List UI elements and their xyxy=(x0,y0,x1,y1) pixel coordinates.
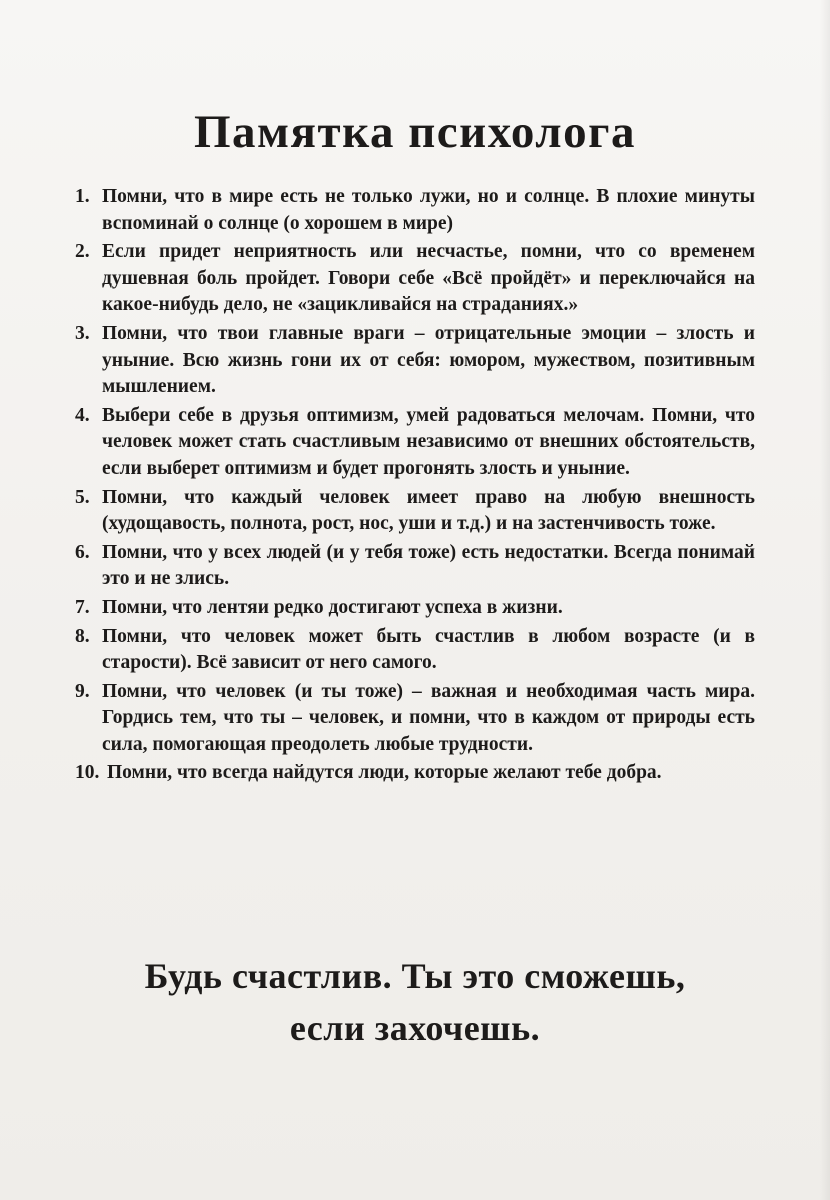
item-number: 10. xyxy=(75,762,100,784)
item-text: Если придет неприятность или несчастье, помни, что со временем душевная боль пройдет. Говори себе «Всё пройдёт» и переключайся на какое-нибудь дело, не «зацикливайся на страданиях.» xyxy=(102,241,755,316)
list-item xyxy=(75,679,755,759)
closing-message xyxy=(0,950,830,1054)
item-number: 1. xyxy=(75,186,90,207)
closing-line-1: Будь счастлив. Ты это сможешь, xyxy=(144,956,686,996)
list-item xyxy=(75,624,755,677)
item-text: Помни, что человек может быть счастлив в любом возрасте (и в старости). Всё зависит от него самого. xyxy=(102,625,755,674)
list-item xyxy=(75,239,755,319)
item-number: 8. xyxy=(75,625,90,647)
advice-list xyxy=(75,184,755,789)
list-item xyxy=(75,321,755,401)
item-text: Помни, что твои главные враги – отрицательные эмоции – злость и уныние. Всю жизнь гони их от себя: юмором, мужеством, позитивным мышлением. xyxy=(102,322,755,398)
item-text: Помни, что лентяи редко достигают успеха в жизни. xyxy=(102,596,563,618)
item-text: Помни, что каждый человек имеет право на любую внешность (худощавость, полнота, рост, нос, уши и т.д.) и на застенчивость тоже. xyxy=(102,486,755,535)
document-title: Памятка психолога xyxy=(193,106,637,158)
item-number: 9. xyxy=(75,680,90,702)
item-text: Помни, что у всех людей (и у тебя тоже) есть недостатки. Всегда понимай это и не злись. xyxy=(102,541,755,590)
item-text: Помни, что в мире есть не только лужи, но и солнце. В плохие минуты вспоминай о солнце (о хорошем в мире) xyxy=(102,186,755,234)
item-number: 3. xyxy=(75,322,90,344)
item-number: 4. xyxy=(75,404,90,426)
item-number: 7. xyxy=(75,596,90,618)
list-item xyxy=(75,403,755,483)
list-item xyxy=(75,485,755,538)
item-text: Выбери себе в друзья оптимизм, умей радоваться мелочам. Помни, что человек может стать счастливым независимо от внешних обстоятельств, если выберет оптимизм и будет прогонять злость и уныние. xyxy=(102,404,755,479)
list-item xyxy=(75,540,755,593)
item-number: 2. xyxy=(75,241,90,263)
list-item xyxy=(75,760,755,787)
list-item xyxy=(75,595,755,622)
item-text: Помни, что человек (и ты тоже) – важная и необходимая часть мира. Гордись тем, что ты – человек, и помни, что в каждом от природы есть сила, помогающая преодолеть любые трудности. xyxy=(102,680,755,755)
closing-line-2: если захочешь. xyxy=(289,1008,541,1048)
item-number: 6. xyxy=(75,541,90,563)
item-text: Помни, что всегда найдутся люди, которые желают тебе добра. xyxy=(107,762,662,784)
item-number: 5. xyxy=(75,486,90,508)
list-item xyxy=(75,184,755,237)
